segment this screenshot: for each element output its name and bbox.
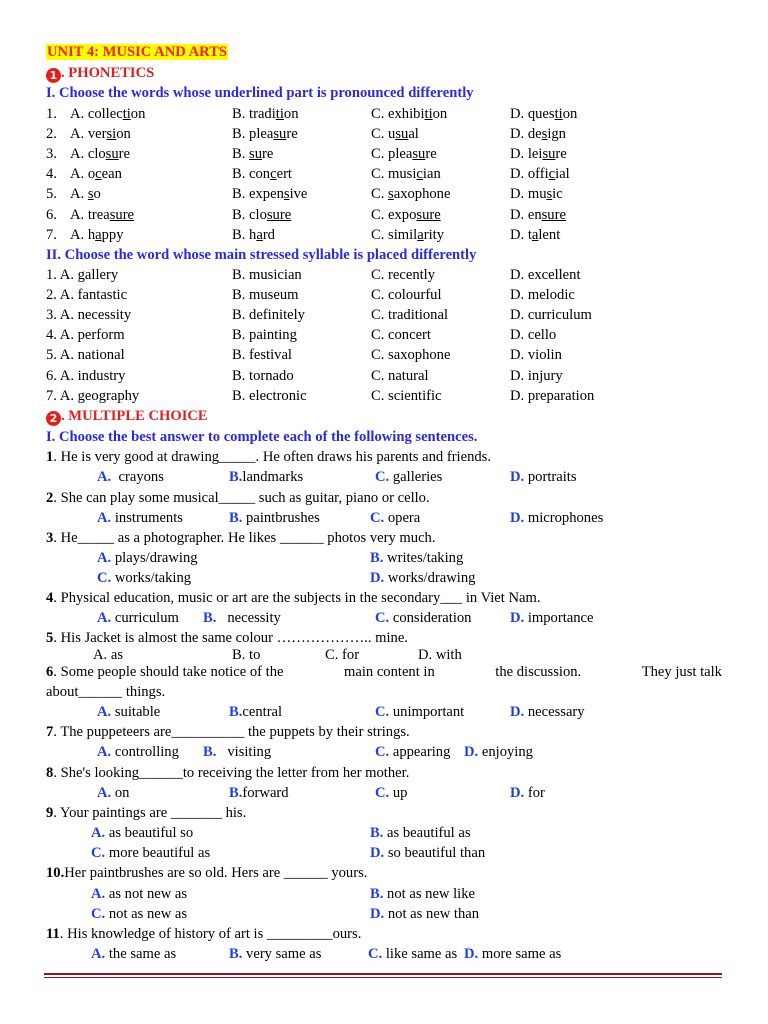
option-c[interactable]: C. more beautiful as — [91, 845, 211, 861]
option-b[interactable] — [232, 225, 275, 245]
underlined-part: c — [416, 166, 423, 183]
question-number: 6 — [46, 664, 54, 680]
word-part: on — [130, 106, 146, 122]
section-number-badge: 1 — [46, 68, 61, 83]
word-part: ign — [547, 126, 566, 143]
underlined-part: ti — [424, 106, 433, 122]
unit-title-text: UNIT 4: MUSIC AND ARTS — [47, 44, 228, 60]
option-a[interactable]: A. plays/drawing — [97, 550, 198, 566]
phonetics-part1-instruction: I. Choose the words whose underlined part is pronounced differently — [46, 85, 474, 101]
underlined-part: ti — [554, 106, 563, 122]
question-10 — [46, 863, 367, 883]
word-part: rd — [262, 226, 275, 243]
word-part: ppy — [101, 226, 124, 243]
underlined-part: s — [87, 186, 94, 203]
option-c[interactable]: C. natural — [371, 367, 429, 384]
underlined-part: a — [531, 226, 539, 243]
option-d[interactable]: D. portraits — [510, 469, 577, 485]
option-b[interactable]: B. visiting — [203, 744, 272, 760]
option-b[interactable]: B. musician — [232, 267, 302, 283]
option-c[interactable]: C. saxophone — [371, 347, 451, 364]
option-d[interactable]: D. not as new than — [370, 906, 480, 922]
item-number: 5. — [46, 186, 57, 203]
underlined-part: sure — [109, 206, 135, 223]
option-a[interactable]: 2. A. fantastic — [46, 287, 128, 304]
question-text: . The puppeteers are__________ the puppets by their strings. — [53, 724, 410, 740]
underlined-part: sure — [266, 206, 292, 223]
option-a[interactable] — [70, 184, 101, 204]
option-b[interactable] — [232, 104, 298, 124]
item-number: 6. — [46, 206, 57, 223]
option-d[interactable]: D. curriculum — [510, 307, 592, 324]
underlined-part: c — [95, 166, 102, 183]
item-number: 4. — [46, 166, 57, 183]
option-a[interactable] — [70, 164, 122, 184]
word-part: re — [262, 146, 274, 163]
word-part: C. — [371, 186, 389, 203]
question-text: . She's looking______to receiving the letter from her mother. — [53, 765, 410, 781]
option-c[interactable]: C. scientific — [371, 387, 442, 404]
option-a[interactable]: A. the same as — [91, 946, 177, 962]
underlined-part: a — [95, 226, 102, 243]
option-d[interactable] — [510, 104, 577, 124]
question-text: . His knowledge of history of art is _________ours. — [59, 926, 362, 942]
word-part: A. ver — [70, 126, 107, 143]
word-part: ert — [276, 166, 292, 183]
option-b[interactable]: B. tornado — [232, 367, 294, 384]
word-part: A. collec — [70, 106, 123, 122]
option-a[interactable]: A. as beautiful so — [91, 825, 194, 841]
option-c[interactable]: C. traditional — [371, 307, 449, 324]
option-c[interactable]: C. consideration — [375, 610, 472, 626]
footer-divider-thin — [44, 977, 722, 978]
question-text: . She can play some musical_____ such as guitar, piano or cello. — [53, 490, 430, 506]
option-d[interactable] — [510, 184, 563, 204]
multiple-choice-instruction: I. Choose the best answer to complete each of the following sentences. — [46, 429, 478, 445]
option-c[interactable]: C. unimportant — [375, 704, 465, 720]
option-b[interactable] — [232, 144, 273, 164]
underlined-part: c — [270, 166, 277, 183]
question-4 — [46, 588, 541, 608]
option-b[interactable] — [232, 124, 298, 144]
item-number: 1. — [46, 106, 57, 122]
question-6 — [46, 662, 722, 682]
word-part: ive — [289, 186, 308, 203]
option-a[interactable] — [70, 124, 131, 144]
option-c[interactable]: C. recently — [371, 267, 436, 283]
item-number: 7. — [46, 226, 57, 243]
option-a[interactable]: A. crayons — [97, 469, 164, 485]
word-part: B. expen — [232, 186, 284, 203]
question-number: 4 — [46, 590, 54, 606]
option-a[interactable] — [70, 205, 134, 225]
question-11 — [46, 924, 361, 944]
word-part: C. plea — [371, 146, 413, 163]
option-c[interactable] — [371, 184, 450, 204]
option-b[interactable]: B. electronic — [232, 387, 307, 404]
question-text: . Your paintings are _______ his. — [53, 805, 247, 821]
option-b[interactable]: B. writes/taking — [370, 550, 464, 566]
word-part: D. ques — [510, 106, 555, 122]
word-part: B. plea — [232, 126, 274, 143]
option-a[interactable]: A. as not new as — [91, 886, 188, 902]
question-text-continued: about______ things. — [46, 684, 166, 700]
option-c[interactable] — [371, 225, 444, 245]
question-number: 3 — [46, 530, 54, 546]
underlined-part: sure — [541, 206, 566, 223]
question-number: 8 — [46, 765, 54, 781]
word-part: on — [562, 106, 578, 122]
option-d[interactable]: D. for — [510, 785, 545, 801]
option-b[interactable]: B. as beautiful as — [370, 825, 471, 841]
question-text: . Physical education, music or art are the subjects in the secondary___ in Viet Nam. — [53, 590, 541, 606]
option-a[interactable]: 6. A. industry — [46, 367, 126, 384]
item-number: 3. — [46, 146, 57, 163]
word-part: re — [118, 146, 130, 163]
section-title: . MULTIPLE CHOICE — [61, 408, 208, 424]
word-part: D. en — [510, 206, 542, 223]
question-text-part: the discussion. — [495, 664, 582, 680]
word-part: on — [283, 106, 299, 122]
question-number: 10. — [46, 865, 65, 881]
underlined-part: su — [542, 146, 556, 163]
word-part: B. — [232, 146, 250, 163]
option-c[interactable] — [371, 205, 441, 225]
underlined-part: c — [548, 166, 556, 183]
word-part: al — [408, 126, 419, 143]
option-b[interactable]: B.landmarks — [229, 469, 304, 485]
word-part: D. mu — [510, 186, 547, 203]
question-number: 5 — [46, 630, 54, 646]
option-c[interactable]: C. colourful — [371, 287, 442, 304]
word-part: D. offi — [510, 166, 549, 183]
question-number: 2 — [46, 490, 54, 506]
underlined-part: s — [546, 186, 553, 203]
option-d[interactable]: D. importance — [510, 610, 594, 626]
item-number: 2. — [46, 126, 57, 143]
option-c[interactable]: C. like same as — [368, 946, 458, 962]
underlined-part: sure — [416, 206, 441, 223]
word-part: A. trea — [70, 206, 110, 223]
word-part: on — [432, 106, 448, 122]
option-b[interactable]: B. museum — [232, 287, 299, 304]
option-b[interactable] — [232, 164, 292, 184]
underlined-part: su — [105, 146, 119, 163]
question-text: . He is very good at drawing_____. He often draws his parents and friends. — [53, 449, 492, 465]
option-d[interactable]: D. melodic — [510, 287, 575, 304]
question-2 — [46, 488, 430, 508]
option-b[interactable]: B. to — [232, 647, 261, 663]
section-multiple-choice-heading — [46, 406, 208, 426]
underlined-part: su — [395, 126, 409, 143]
word-part: A. h — [70, 226, 96, 243]
phonetics-part2-instruction: II. Choose the word whose main stressed syllable is placed differently — [46, 247, 477, 263]
word-part: ean — [101, 166, 122, 183]
word-part: D. t — [510, 226, 532, 243]
option-a[interactable]: A. curriculum — [97, 610, 179, 626]
option-c[interactable] — [371, 104, 447, 124]
option-d[interactable]: D. microphones — [510, 510, 604, 526]
option-a[interactable] — [70, 144, 130, 164]
unit-title — [46, 42, 228, 62]
word-part: B. h — [232, 226, 257, 243]
option-c[interactable] — [371, 124, 419, 144]
question-text-part: main content in — [343, 664, 435, 680]
section-number-badge: 2 — [46, 411, 61, 426]
option-d[interactable]: D. so beautiful than — [370, 845, 486, 861]
word-part: re — [286, 126, 298, 143]
underlined-part: s — [541, 126, 548, 143]
word-part: re — [425, 146, 437, 163]
option-c[interactable]: C. appearing — [375, 744, 451, 760]
question-1 — [46, 447, 491, 467]
word-part: on — [116, 126, 131, 143]
question-number: 11 — [46, 926, 60, 942]
question-3 — [46, 528, 436, 548]
question-9 — [46, 803, 246, 823]
option-a[interactable]: A. controlling — [97, 744, 179, 760]
option-a[interactable]: 3. A. necessity — [46, 307, 132, 324]
question-number: 1 — [46, 449, 54, 465]
underlined-part: ti — [275, 106, 284, 122]
underlined-part: su — [249, 146, 263, 163]
question-text: . He_____ as a photographer. He likes ______ photos very much. — [53, 530, 436, 546]
option-d[interactable]: D. cello — [510, 327, 557, 344]
option-b[interactable]: B. definitely — [232, 307, 305, 324]
question-7 — [46, 722, 410, 742]
option-b[interactable]: B.central — [229, 704, 283, 720]
question-text-part: 6. Some people should take notice of the — [46, 664, 284, 680]
word-part: C. exhibi — [371, 106, 425, 122]
option-d[interactable] — [510, 225, 560, 245]
word-part: D. de — [510, 126, 542, 143]
underlined-part: a — [256, 226, 263, 243]
underlined-part: a — [417, 226, 424, 243]
option-c[interactable]: C. works/taking — [97, 570, 192, 586]
word-part: D. lei — [510, 146, 543, 163]
word-part: A. — [70, 186, 88, 203]
option-d[interactable] — [510, 164, 570, 184]
word-part: B. con — [232, 166, 271, 183]
option-c[interactable] — [371, 164, 441, 184]
word-part: axophone — [393, 186, 451, 203]
underlined-part: s — [388, 186, 394, 203]
word-part: ic — [552, 186, 563, 203]
question-number: 9 — [46, 805, 54, 821]
word-part: C. musi — [371, 166, 417, 183]
option-b[interactable]: B. festival — [232, 347, 292, 364]
word-part: lent — [538, 226, 561, 243]
underlined-part: s — [283, 186, 290, 203]
word-part: A. o — [70, 166, 96, 183]
option-a[interactable] — [70, 225, 124, 245]
option-b[interactable]: B.forward — [229, 785, 289, 801]
option-d[interactable]: D. excellent — [510, 267, 581, 283]
option-a[interactable]: A. suitable — [97, 704, 161, 720]
question-8 — [46, 763, 409, 783]
underlined-part: ti — [122, 106, 131, 122]
underlined-part: su — [273, 126, 287, 143]
option-d[interactable] — [510, 205, 566, 225]
option-a[interactable]: A. instruments — [97, 510, 183, 526]
word-part: ian — [422, 166, 441, 183]
question-text: Her paintbrushes are so old. Hers are ______ yours. — [64, 865, 368, 881]
word-part: ial — [555, 166, 570, 183]
option-a[interactable] — [70, 104, 145, 124]
option-d[interactable]: D. injury — [510, 367, 563, 384]
option-d[interactable]: D. works/drawing — [370, 570, 476, 586]
word-part: C. u — [371, 126, 396, 143]
option-d[interactable]: D. with — [418, 647, 462, 663]
option-c[interactable]: C. galleries — [375, 469, 443, 485]
option-c[interactable]: C. for — [325, 647, 360, 663]
word-part: A. clo — [70, 146, 106, 163]
word-part: rity — [423, 226, 444, 243]
option-d[interactable]: D. enjoying — [464, 744, 533, 760]
option-b[interactable]: B. very same as — [229, 946, 322, 962]
option-d[interactable] — [510, 124, 566, 144]
question-text-part: They just talk — [641, 664, 722, 680]
word-part: C. simil — [371, 226, 418, 243]
option-d[interactable]: D. preparation — [510, 387, 595, 404]
option-a[interactable]: 5. A. national — [46, 347, 125, 364]
option-a[interactable]: 4. A. perform — [46, 327, 125, 344]
option-b[interactable] — [232, 184, 307, 204]
option-b[interactable]: B. painting — [232, 327, 297, 344]
option-c[interactable]: C. not as new as — [91, 906, 188, 922]
option-b[interactable]: B. not as new like — [370, 886, 475, 902]
option-c[interactable]: C. up — [375, 785, 408, 801]
word-part: re — [555, 146, 567, 163]
option-d[interactable]: D. more same as — [464, 946, 562, 962]
underlined-part: si — [106, 126, 117, 143]
option-d[interactable]: D. violin — [510, 347, 562, 364]
option-c[interactable] — [371, 144, 437, 164]
word-part: B. clo — [232, 206, 267, 223]
option-c[interactable]: C. opera — [370, 510, 421, 526]
option-b[interactable]: B. paintbrushes — [229, 510, 320, 526]
underlined-part: su — [412, 146, 426, 163]
question-text: . His Jacket is almost the same colour ……………….. mine. — [53, 630, 408, 646]
option-c[interactable]: C. concert — [371, 327, 431, 344]
option-b[interactable] — [232, 205, 291, 225]
section-title: . PHONETICS — [61, 65, 155, 81]
footer-divider — [44, 973, 722, 975]
option-a[interactable]: 1. A. gallery — [46, 267, 119, 283]
question-number: 7 — [46, 724, 54, 740]
option-d[interactable]: D. necessary — [510, 704, 585, 720]
option-a[interactable]: A. on — [97, 785, 130, 801]
option-d[interactable] — [510, 144, 567, 164]
section-phonetics-heading — [46, 63, 154, 83]
option-a[interactable]: A. as — [93, 647, 123, 663]
option-b[interactable]: B. necessity — [203, 610, 281, 626]
option-a[interactable]: 7. A. geography — [46, 387, 140, 404]
word-part: o — [93, 186, 101, 203]
word-part: C. expo — [371, 206, 417, 223]
word-part: B. tradi — [232, 106, 276, 122]
